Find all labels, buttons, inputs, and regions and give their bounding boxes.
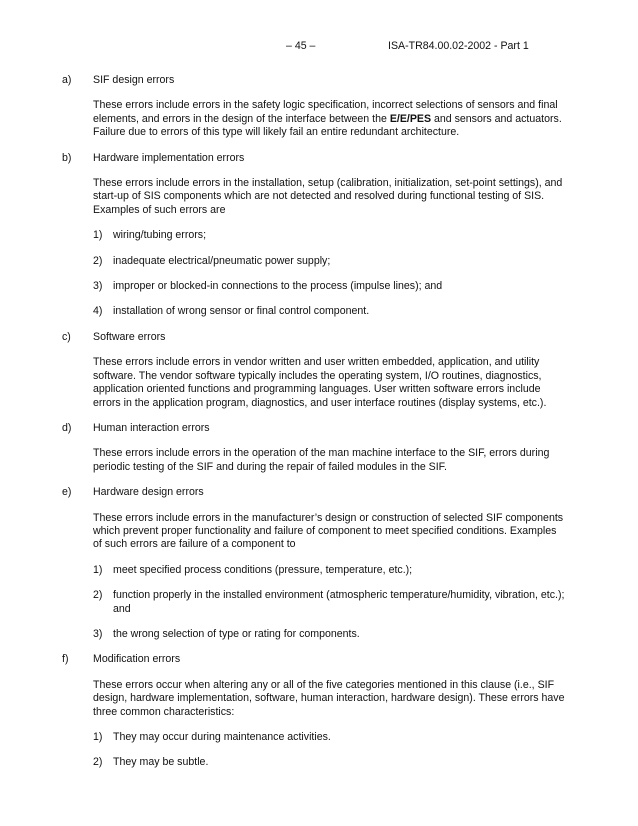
list-item [93, 305, 567, 318]
list-item-text: They may be subtle. [113, 756, 209, 769]
list-item [93, 564, 567, 577]
list-item-text: the wrong selection of type or rating for components. [113, 627, 360, 640]
section-f [62, 653, 572, 769]
section-heading [62, 74, 572, 87]
page-number: – 45 – [286, 40, 316, 52]
document-id: ISA-TR84.00.02-2002 - Part 1 [388, 40, 529, 52]
section-label: a) [62, 74, 72, 86]
section-e [62, 486, 572, 641]
list-item-number: 4) [93, 305, 103, 318]
list-item-text: installation of wrong sensor or final control component. [113, 305, 370, 318]
section-paragraph [93, 99, 567, 139]
section-paragraph: These errors include errors in vendor written and user written embedded, application, and utility software. The vendor software typically includes the operating system, I/O routines, diagnostics, application oriented functions and programming languages. User written software errors include errors in the application program, diagnostics, and user interface routines (display systems, etc.). [93, 356, 547, 409]
list-item-text: function properly in the installed environment (atmospheric temperature/humidity, vibration, etc.); and [113, 589, 565, 615]
paragraph-text: These errors include errors in the safety logic specification, incorrect selections of sensors and final elements, and errors in the design of the interface between the [93, 99, 558, 125]
list-item-text: wiring/tubing errors; [113, 229, 207, 242]
section-d [62, 422, 572, 474]
section-title: SIF design errors [93, 74, 175, 86]
list-item [93, 628, 567, 641]
list-item-number: 1) [93, 229, 103, 242]
list-item-number: 3) [93, 627, 103, 640]
list-item-number: 3) [93, 280, 103, 293]
paragraph-text: and sensors and actuators. Failure due to errors of this type will likely fail an entire redundant architecture. [93, 112, 562, 139]
page-body [62, 74, 572, 770]
section-c [62, 331, 572, 410]
list-item-text: meet specified process conditions (pressure, temperature, etc.); [113, 563, 413, 576]
section-heading [62, 653, 572, 666]
section-label: c) [62, 330, 71, 343]
section-title: Hardware implementation errors [93, 151, 245, 164]
section-label: d) [62, 421, 72, 434]
section-label: b) [62, 151, 72, 164]
section-a [62, 74, 572, 140]
list-item-number: 1) [93, 731, 103, 743]
section-paragraph: These errors include errors in the operation of the man machine interface to the SIF, errors during periodic testing of the SIF and during the repair of failed modules in the SIF. [93, 447, 550, 473]
list-item-text: They may occur during maintenance activities. [113, 731, 331, 743]
list-item [93, 756, 567, 769]
list-item-number: 1) [93, 563, 103, 576]
list-item [93, 589, 567, 616]
section-heading [62, 422, 572, 435]
section-title: Software errors [93, 330, 166, 343]
page-header [0, 40, 638, 54]
section-b [62, 152, 572, 319]
list-item-text: inadequate electrical/pneumatic power supply; [113, 254, 331, 267]
section-title: Modification errors [93, 653, 181, 666]
section-heading [62, 152, 572, 165]
list-item [93, 229, 567, 242]
section-title: Hardware design errors [93, 486, 204, 499]
section-heading [62, 331, 572, 344]
list-item-number: 2) [93, 254, 103, 267]
section-paragraph: These errors occur when altering any or all of the five categories mentioned in this clause (i.e., SIF design, hardware implementation, software, human interaction, hardware design). These errors have three common characteristics: [93, 678, 565, 718]
paragraph-bold-term: E/E/PES [389, 112, 432, 125]
section-label: f) [62, 653, 69, 666]
list-item-number: 2) [93, 589, 103, 602]
list-item [93, 280, 567, 293]
section-heading [62, 486, 572, 499]
section-paragraph: These errors include errors in the installation, setup (calibration, initialization, set-point settings), and start-up of SIS components which are not detected and resolved during functional testing of SIS. Examples of such errors are [93, 177, 563, 216]
section-label: e) [62, 486, 72, 499]
list-item [93, 731, 567, 744]
list-item-number: 2) [93, 756, 103, 769]
list-item-text: improper or blocked-in connections to the process (impulse lines); and [113, 280, 443, 293]
section-paragraph: These errors include errors in the manufacturer’s design or construction of selected SIF components which prevent proper functionality and failure of component to meet specified conditions. Examples of such errors are failure of a component to [93, 511, 564, 551]
list-item [93, 255, 567, 268]
section-title: Human interaction errors [93, 421, 210, 434]
